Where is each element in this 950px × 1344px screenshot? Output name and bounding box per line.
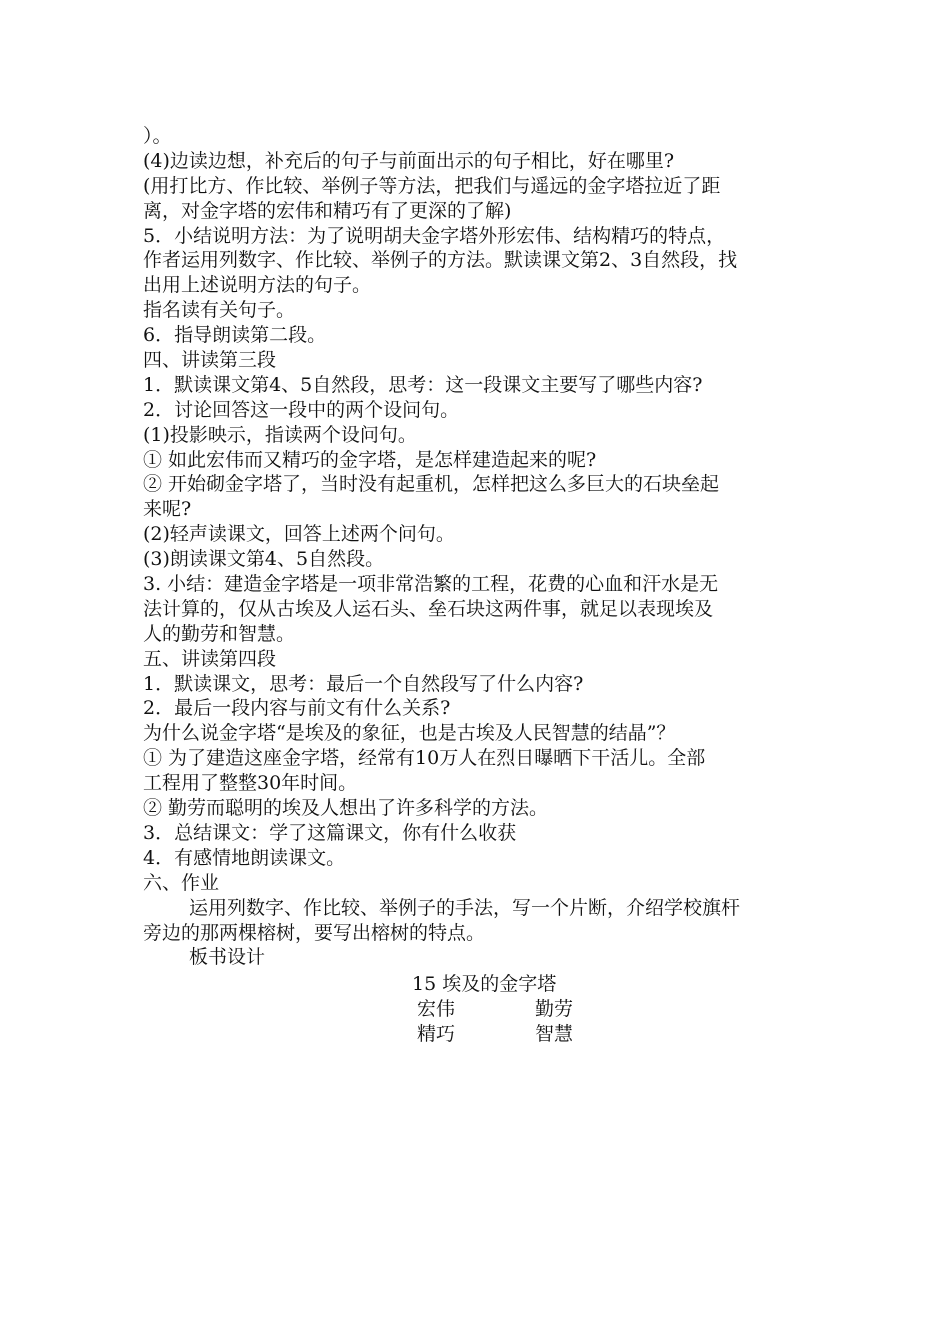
text-line: 2．最后一段内容与前文有什么关系? — [143, 697, 451, 720]
board-word-grand: 宏伟 — [417, 998, 456, 1020]
board-word-exquisite: 精巧 — [417, 1023, 456, 1045]
text-line: 人的勤劳和智慧。 — [143, 622, 296, 645]
text-line: (3)朗读课文第4、5自然段。 — [143, 548, 385, 571]
board-word-wisdom: 智慧 — [535, 1023, 574, 1045]
text-line: 工程用了整整30年时间。 — [143, 772, 358, 795]
text-line: 板书设计 — [189, 946, 266, 969]
text-line: 5．小结说明方法：为了说明胡夫金字塔外形宏伟、结构精巧的特点， — [143, 224, 726, 247]
text-line: 离，对金字塔的宏伟和精巧有了更深的了解) — [143, 199, 512, 222]
text-line: 来呢? — [143, 498, 192, 521]
text-line: ② 开始砌金字塔了，当时没有起重机，怎样把这么多巨大的石块垒起 — [143, 473, 720, 496]
document-body — [143, 124, 813, 970]
text-line: 指名读有关句子。 — [143, 299, 296, 322]
text-line: 1．默读课文，思考：最后一个自然段写了什么内容? — [143, 672, 584, 695]
text-line: (2)轻声读课文，回答上述两个问句。 — [143, 523, 455, 546]
board-row-1 — [412, 997, 652, 1022]
text-line: 为什么说金字塔“是埃及的象征，也是古埃及人民智慧的结晶”？ — [143, 722, 676, 745]
text-line: 法计算的，仅从古埃及人运石头、垒石块这两件事，就足以表现埃及 — [143, 597, 714, 620]
board-word-diligent: 勤劳 — [535, 998, 574, 1020]
text-line: 6．指导朗读第二段。 — [143, 324, 327, 347]
text-line: (1)投影映示，指读两个设问句。 — [143, 423, 417, 446]
text-line: 旁边的那两棵榕树，要写出榕树的特点。 — [143, 921, 486, 944]
text-line: 3. 小结：建造金字塔是一项非常浩繁的工程，花费的心血和汗水是无 — [143, 573, 719, 596]
text-line: 作者运用列数字、作比较、举例子的方法。默读课文第2、3自然段，找 — [143, 249, 738, 272]
text-line: ① 为了建造这座金字塔，经常有10万人在烈日曝晒下干活儿。全部 — [143, 747, 706, 770]
text-line: ① 如此宏伟而又精巧的金字塔，是怎样建造起来的呢? — [143, 448, 597, 471]
text-line: 五、讲读第四段 — [143, 647, 277, 670]
text-line: 1．默读课文第4、5自然段，思考：这一段课文主要写了哪些内容? — [143, 373, 703, 396]
text-line: 3．总结课文：学了这篇课文，你有什么收获 — [143, 821, 517, 844]
text-line: 四、讲读第三段 — [143, 349, 277, 372]
text-line: ）。 — [143, 125, 172, 147]
text-line: (4)边读边想，补充后的句子与前面出示的句子相比，好在哪里? — [143, 149, 675, 172]
text-line: 2．讨论回答这一段中的两个设问句。 — [143, 398, 460, 421]
text-line: 六、作业 — [143, 871, 220, 894]
blackboard-design — [412, 972, 652, 1047]
board-title: 15 埃及的金字塔 — [412, 973, 557, 995]
text-line: (用打比方、作比较、举例子等方法，把我们与遥远的金字塔拉近了距 — [143, 174, 721, 197]
text-line: ② 勤劳而聪明的埃及人想出了许多科学的方法。 — [143, 797, 549, 820]
text-line: 运用列数字、作比较、举例子的手法，写一个片断，介绍学校旗杆 — [189, 896, 741, 919]
board-row-2 — [412, 1022, 652, 1047]
text-line: 4．有感情地朗读课文。 — [143, 846, 346, 869]
text-line: 出用上述说明方法的句子。 — [143, 274, 372, 297]
